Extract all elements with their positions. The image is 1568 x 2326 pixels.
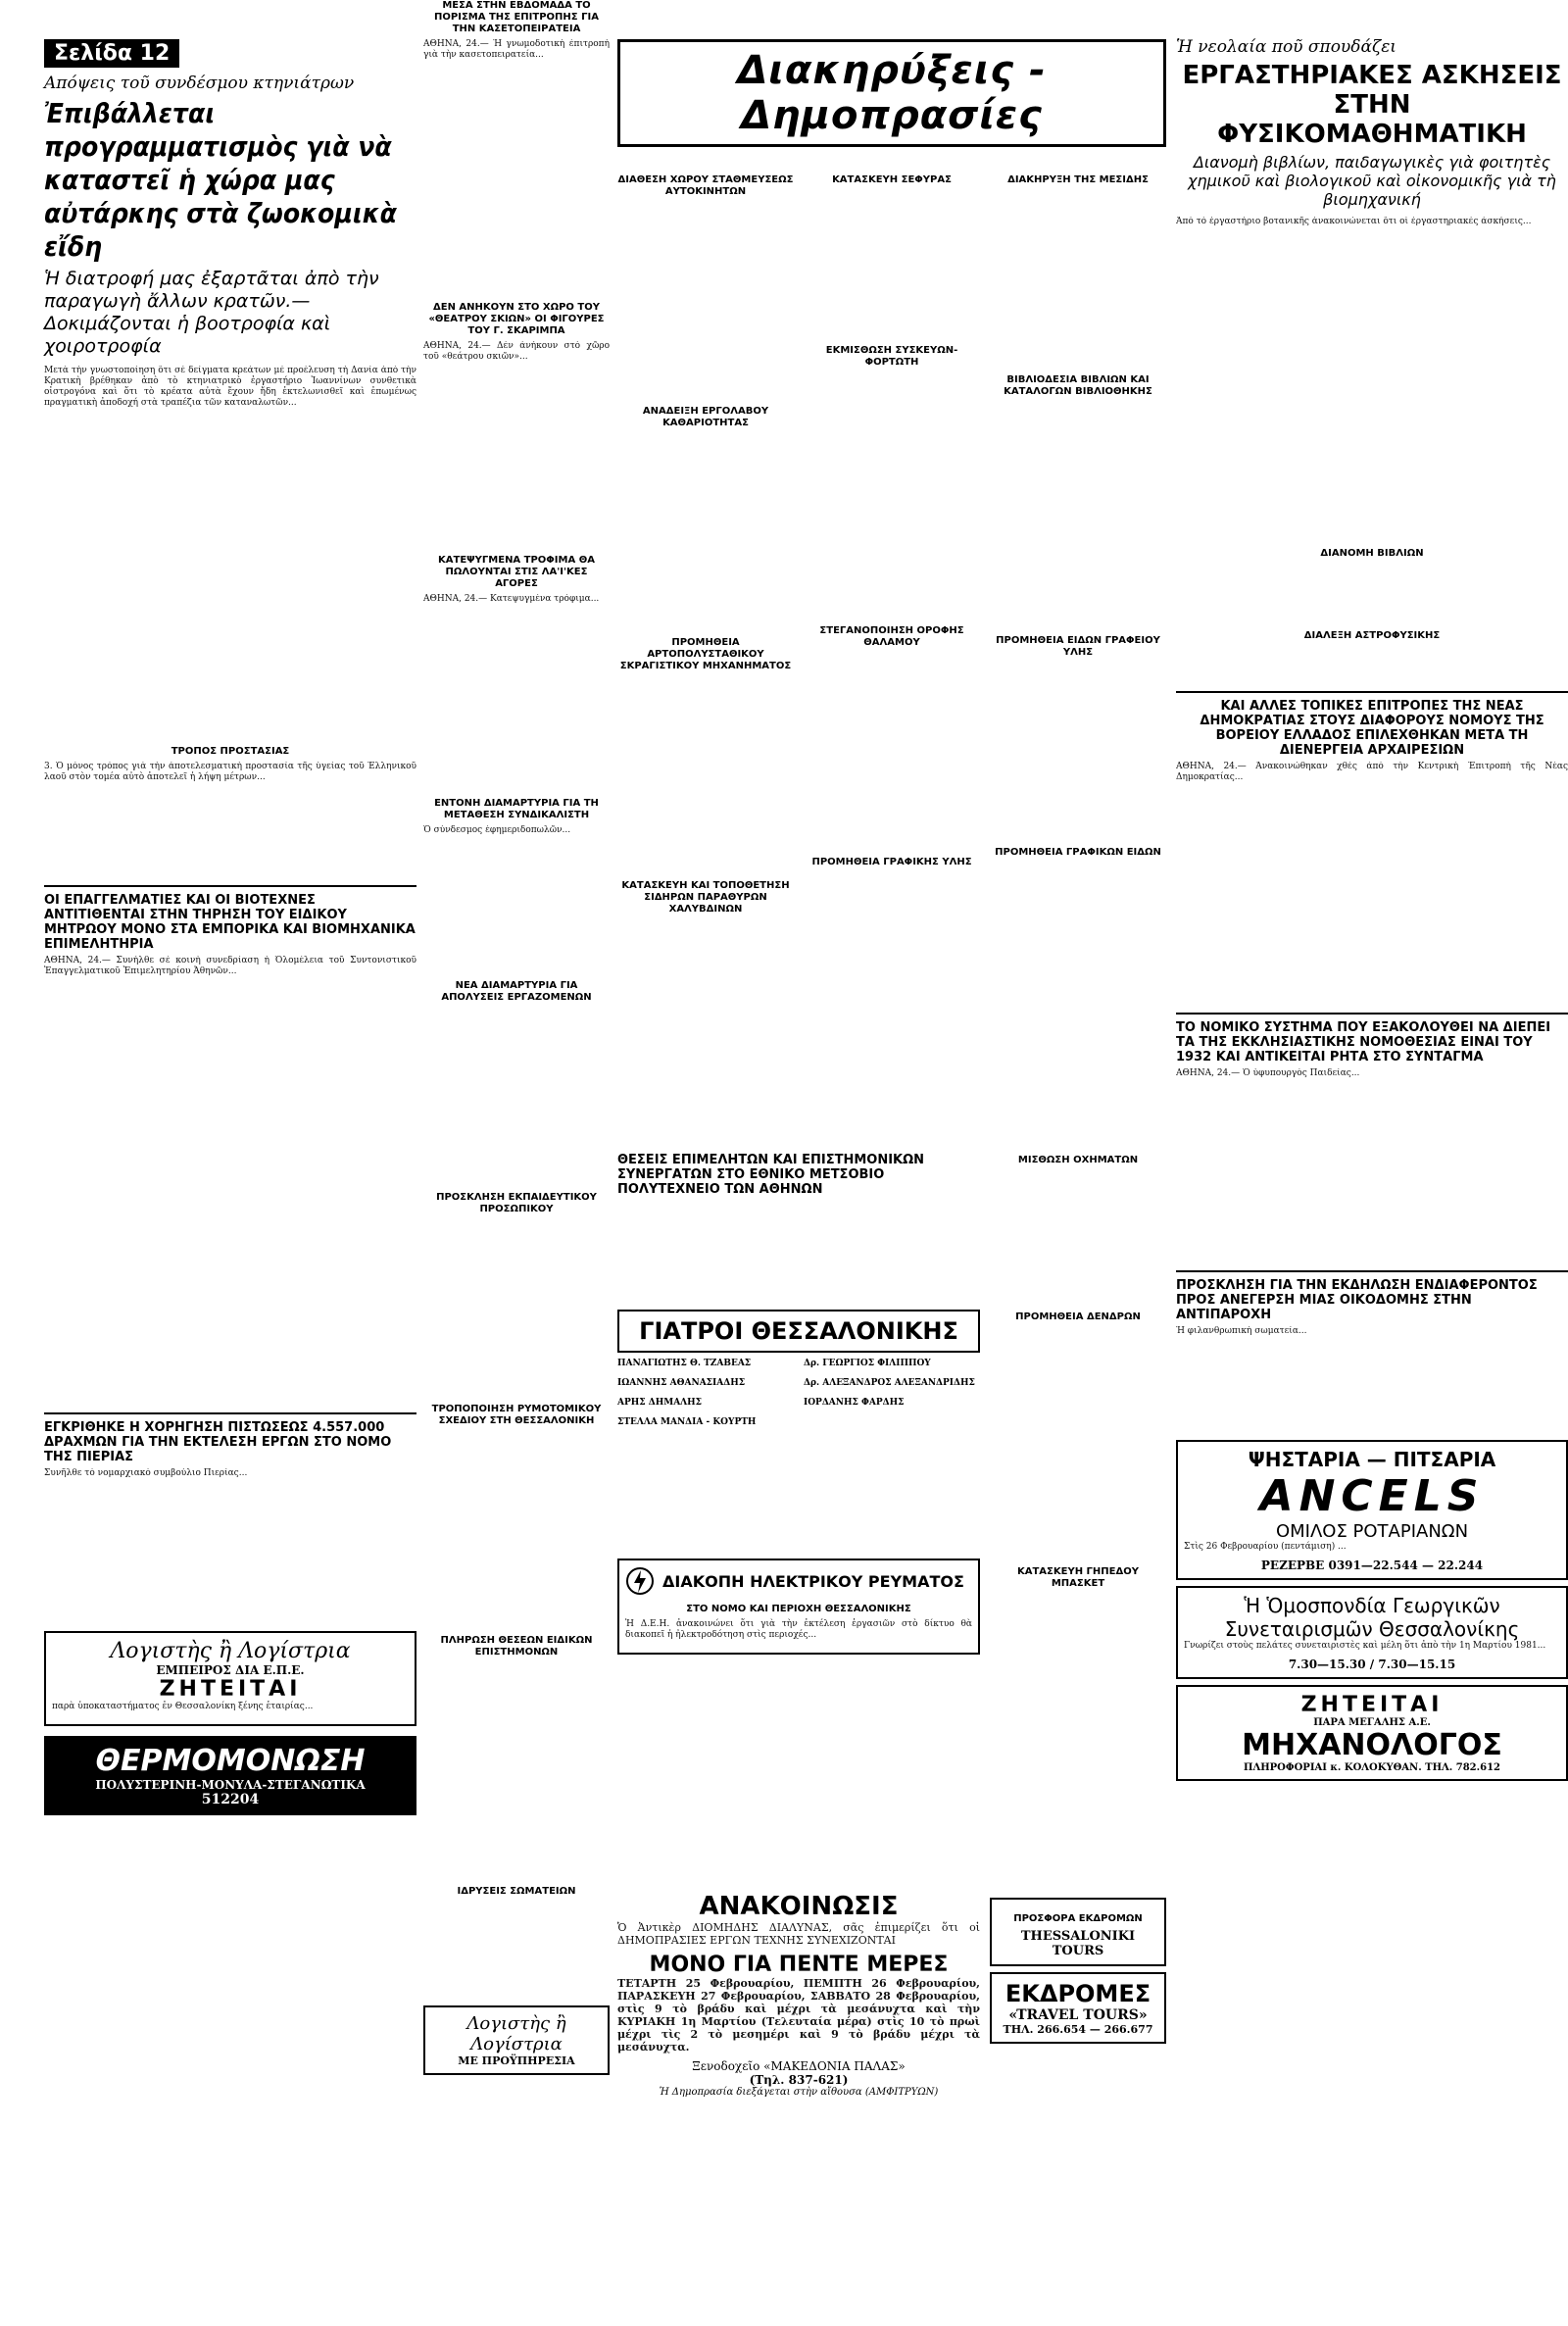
article-body: ΑΘΗΝΑ, 24.— Ἀνακοινώθηκαν χθὲς ἀπὸ τὴν Κεντρικὴ Ἐπιτροπὴ τῆς Νέας Δημοκρατίας... (1176, 762, 1568, 782)
main-headline: Ἐπιβάλλεται προγραμματισμὸς γιὰ νὰ καταστεῖ ἡ χώρα μας αὐτάρκης στὰ ζωοκομικὰ εἴδη (44, 97, 397, 263)
section-heading: ΤΡΟΠΟΣ ΠΡΟΣΤΑΣΙΑΣ (171, 746, 290, 757)
article-headline: ΕΓΚΡΙΘΗΚΕ Η ΧΟΡΗΓΗΣΗ ΠΙΣΤΩΣΕΩΣ 4.557.000 ΔΡΑΧΜΩΝ ΓΙΑ ΤΗΝ ΕΚΤΕΛΕΣΗ ΕΡΓΩΝ ΣΤΟ ΝΟΜΟ ΤΗΣ ΠΙΕΡΙΑΣ (44, 1420, 392, 1464)
article-body: 3. Ὁ μόνος τρόπος γιὰ τὴν ἀποτελεσματικὴ προστασία τῆς ὑγείας τοῦ Ἑλληνικοῦ λαοῦ στὸν τομέα αὐτὸ ἀποτελεῖ ἡ λήψη μέτρων... (44, 762, 416, 782)
notice-title: ΔΙΑΚΟΠΗ ΗΛΕΚΤΡΙΚΟΥ ΡΕΥΜΑΤΟΣ (662, 1571, 964, 1591)
article-body: ΑΘΗΝΑ, 24.— Κατεψυγμένα τρόφιμα... (423, 594, 600, 604)
ad-body: παρὰ ὑποκαταστήματος ἐν Θεσσαλονίκη ξένης ἑταιρίας... (52, 1702, 314, 1711)
doctors-banner: ΓΙΑΤΡΟΙ ΘΕΣΣΑΛΟΝΙΚΗΣ (617, 1310, 980, 1353)
ad-phone: ΤΗΛ. 266.654 — 266.677 (1003, 2023, 1153, 2036)
notice-heading: ΚΑΤΑΣΚΕΥΗ ΓΗΠΕΔΟΥ ΜΠΑΣΚΕΤ (1017, 1566, 1139, 1589)
ad-club: ΟΜΙΛΟΣ ΡΟΤΑΡΙΑΝΩΝ (1275, 1521, 1469, 1542)
ad-phone: ΡΕΖΕΡΒΕ 0391—22.544 — 22.244 (1260, 1559, 1484, 1572)
ad-title: ΕΚΔΡΟΜΕΣ (1004, 1980, 1152, 2007)
main-subhead: Ἡ διατροφή μας ἐξαρτᾶται ἀπὸ τὴν παραγωγὴ ἄλλων κρατῶν.— Δοκιμάζονται ἡ βοοτροφία καὶ χοιροτροφία (44, 268, 379, 357)
ad-title: ΜΗΧΑΝΟΛΟΓΟΣ (1242, 1728, 1502, 1762)
notice-heading: ΠΡΟΜΗΘΕΙΑ ΑΡΤΟΠΟΛΥΣΤΑΘΙΚΟΥ ΣΚΡΑΓΙΣΤΙΚΟΥ ΜΗΧΑΝΗΜΑΤΟΣ (619, 637, 792, 671)
article-body: Ἀπὸ τὸ ἐργαστήριο βοτανικῆς ἀνακοινώνεται ὅτι οἱ ἐργαστηριακὲς ἀσκήσεις... (1176, 217, 1532, 226)
notice-heading: ΑΝΑΔΕΙΞΗ ΕΡΓΟΛΑΒΟΥ ΚΑΘΑΡΙΟΤΗΤΑΣ (642, 406, 769, 428)
notice-heading: ΠΡΟΜΗΘΕΙΑ ΔΕΝΔΡΩΝ (1015, 1311, 1141, 1322)
article-headline: ΕΡΓΑΣΤΗΡΙΑΚΕΣ ΑΣΚΗΣΕΙΣ ΣΤΗΝ ΦΥΣΙΚΟΜΑΘΗΜΑΤΙΚΗ (1182, 61, 1562, 149)
announcement-tel: (Τηλ. 837-621) (749, 2073, 849, 2087)
notice-heading: ΠΡΟΜΗΘΕΙΑ ΓΡΑΦΙΚΗΣ ΥΛΗΣ (811, 857, 972, 867)
restaurant-ad (1176, 1440, 1568, 1580)
column-1 (44, 0, 416, 1821)
ad-word: ΖΗΤΕΙΤΑΙ (1300, 1693, 1444, 1717)
notice-heading: ΔΙΑΘΕΣΗ ΧΩΡΟΥ ΣΤΑΘΜΕΥΣΕΩΣ ΑΥΤΟΚΙΝΗΤΩΝ (617, 174, 794, 197)
article-body: ΑΘΗΝΑ, 24.— Ὁ ὑφυπουργὸς Παιδείας... (1176, 1068, 1360, 1078)
divider (1176, 1270, 1568, 1272)
notice-heading: ΠΡΟΜΗΘΕΙΑ ΓΡΑΦΙΚΩΝ ΕΙΔΩΝ (995, 847, 1161, 858)
announcement-hotel: Ξενοδοχεῖο «ΜΑΚΕΔΟΝΙΑ ΠΑΛΑΣ» (692, 2059, 906, 2073)
ad-word: ΖΗΤΕΙΤΑΙ (159, 1677, 302, 1702)
notice-title: Ἡ Ὁμοσπονδία Γεωργικῶν Συνεταιρισμῶν Θεσσαλονίκης (1224, 1594, 1520, 1641)
article-headline: ΤΡΟΠΟΠΟΙΗΣΗ ΡΥΜΟΤΟΜΙΚΟΥ ΣΧΕΔΙΟΥ ΣΤΗ ΘΕΣΣΑΛΟΝΙΚΗ (431, 1404, 602, 1426)
article-body: Συνῆλθε τὸ νομαρχιακὸ συμβούλιο Πιερίας... (44, 1468, 248, 1478)
article-kicker: Ἡ νεολαία ποῦ σπουδάζει (1176, 37, 1396, 57)
classified-ad (423, 2005, 610, 2075)
notice-heading: ΔΙΑΚΗΡΥΞΗ ΤΗΣ ΜΕΣΙΔΗΣ (1007, 174, 1149, 185)
ad-brand: THESSALONIKI TOURS (1020, 1929, 1136, 1958)
union-notice (1176, 1586, 1568, 1679)
section-heading: ΔΙΑΝΟΜΗ ΒΙΒΛΙΩΝ (1320, 548, 1424, 559)
article-headline: ΤΟ ΝΟΜΙΚΟ ΣΥΣΤΗΜΑ ΠΟΥ ΕΞΑΚΟΛΟΥΘΕΙ ΝΑ ΔΙΕΠΕΙ ΤΑ ΤΗΣ ΕΚΚΛΗΣΙΑΣΤΙΚΗΣ ΝΟΜΟΘΕΣΙΑΣ ΕΙΝΑΙ ΤΟΥ 1932 ΚΑΙ ΑΝΤΙΚΕΙΤΑΙ ΡΗΤΑ ΣΤΟ ΣΥΝΤΑΓΜΑ (1176, 1020, 1551, 1064)
advertisement (44, 1736, 416, 1815)
travel-ad (990, 1972, 1166, 2044)
article-headline: ΠΡΟΣΚΛΗΣΗ ΕΚΠΑΙΔΕΥΤΙΚΟΥ ΠΡΟΣΩΠΙΚΟΥ (436, 1192, 597, 1214)
divider (44, 1412, 416, 1414)
article-body: ΑΘΗΝΑ, 24.— Συνήλθε σὲ κοινὴ συνεδρίαση ἡ Ὁλομέλεια τοῦ Συντονιστικοῦ Ἐπαγγελματικοῦ Ἐπιμελητηρίου Ἀθηνῶν... (44, 956, 416, 976)
notice-heading: ΜΙΣΘΩΣΗ ΟΧΗΜΑΤΩΝ (1017, 1155, 1139, 1165)
article-headline: ΙΔΡΥΣΕΙΣ ΣΩΜΑΤΕΙΩΝ (457, 1886, 576, 1897)
article-headline: ΚΑΤΕΨΥΓΜΕΝΑ ΤΡΟΦΙΜΑ ΘΑ ΠΩΛΟΥΝΤΑΙ ΣΤΙΣ ΛΑ'Ι'ΚΕΣ ΑΓΟΡΕΣ (438, 555, 595, 589)
ad-body: Στὶς 26 Φεβρουαρίου (πεντάμιση) ... (1184, 1542, 1347, 1552)
article-body: ΑΘΗΝΑ, 24.— Ἡ γνωμοδοτικὴ ἐπιτροπὴ γιὰ τὴν κασετοπειρατεία... (423, 39, 610, 60)
notice-heading: ΚΑΤΑΣΚΕΥΗ ΣΕΦΥΡΑΣ (832, 174, 952, 185)
ad-title: ΘΕΡΜΟΜΟΝΩΣΗ (95, 1744, 366, 1778)
article-headline: ΠΛΗΡΩΣΗ ΘΕΣΕΩΝ ΕΙΔΙΚΩΝ ΕΠΙΣΤΗΜΟΝΩΝ (440, 1635, 593, 1658)
divider (1176, 691, 1568, 693)
article-headline: ΟΙ ΕΠΑΓΓΕΛΜΑΤΙΕΣ ΚΑΙ ΟΙ ΒΙΟΤΕΧΝΕΣ ΑΝΤΙΤΙΘΕΝΤΑΙ ΣΤΗΝ ΤΗΡΗΣΗ ΤΟΥ ΕΙΔΙΚΟΥ ΜΗΤΡΩΟΥ ΜΟΝΟ ΣΤΑ ΕΜΠΟΡΙΚΑ ΚΑΙ ΒΙΟΜΗΧΑΝΙΚΑ ΕΠΙΜΕΛΗΤΗΡΙΑ (44, 893, 416, 952)
ad-subtitle: ΕΜΠΕΙΡΟΣ ΔΙΑ Ε.Π.Ε. (156, 1663, 305, 1677)
doctor-name: ΑΡΗΣ ΔΗΜΑΛΗΣ (617, 1398, 703, 1408)
travel-ad (990, 1898, 1166, 1966)
article-headline: ΕΝΤΟΝΗ ΔΙΑΜΑΡΤΥΡΙΑ ΓΙΑ ΤΗ ΜΕΤΑΘΕΣΗ ΣΥΝΔΙΚΑΛΙΣΤΗ (434, 798, 599, 820)
ad-subtitle: ΜΕ ΠΡΟΫΠΗΡΕΣΙΑ (458, 2054, 575, 2067)
notice-body: Γνωρίζει στοὺς πελάτες συνεταιριστὲς καὶ μέλη ὅτι ἀπὸ τὴν 1η Μαρτίου 1981... (1184, 1641, 1546, 1651)
notice-heading: ΕΚΜΙΣΘΩΣΗ ΣΥΣΚΕΥΩΝ-ΦΟΡΤΩΤΗ (825, 345, 958, 368)
ad-phone: 512204 (201, 1792, 260, 1807)
ad-brand: «TRAVEL TOURS» (1008, 2007, 1148, 2023)
job-ad (1176, 1685, 1568, 1781)
announcement (617, 1892, 980, 2098)
column-3 (617, 0, 1166, 2215)
notice-heading: ΒΙΒΛΙΟΔΕΣΙΑ ΒΙΒΛΙΩΝ ΚΑΙ ΚΑΤΑΛΟΓΩΝ ΒΙΒΛΙΟΘΗΚΗΣ (1004, 374, 1152, 397)
ad-title: ΠΡΟΣΦΟΡΑ ΕΚΔΡΟΜΩΝ (1013, 1913, 1143, 1924)
page-label: Σελίδα 12 (44, 39, 179, 68)
ad-title: Λογιστὴς ἢ Λογίστρια (466, 2013, 566, 2054)
notice-hours: 7.30—15.30 / 7.30—15.15 (1288, 1658, 1456, 1671)
notice-heading: ΚΑΤΑΣΚΕΥΗ ΚΑΙ ΤΟΠΟΘΕΤΗΣΗ ΣΙΔΗΡΩΝ ΠΑΡΑΘΥΡΩΝ ΧΑΛΥΒΔΙΝΩΝ (621, 880, 790, 915)
article-subhead: Διανομὴ βιβλίων, παιδαγωγικὲς γιὰ φοιτητὲς χημικοῦ καὶ βιολογικοῦ καὶ οἰκονομικῆς γιὰ τὴ βιομηχανική (1188, 153, 1556, 209)
article-headline: ΝΕΑ ΔΙΑΜΑΡΤΥΡΙΑ ΓΙΑ ΑΠΟΛΥΣΕΙΣ ΕΡΓΑΖΟΜΕΝΩΝ (441, 980, 592, 1003)
notice-heading: ΣΤΕΓΑΝΟΠΟΙΗΣΗ ΟΡΟΦΗΣ ΘΑΛΑΜΟΥ (819, 625, 964, 648)
article-kicker: Απόψεις τοῦ συνδέσμου κτηνιάτρων (44, 74, 355, 93)
article-headline: ΘΕΣΕΙΣ ΕΠΙΜΕΛΗΤΩΝ ΚΑΙ ΕΠΙΣΤΗΜΟΝΙΚΩΝ ΣΥΝΕΡΓΑΤΩΝ ΣΤΟ ΕΘΝΙΚΟ ΜΕΤΣΟΒΙΟ ΠΟΛΥΤΕΧΝΕΙΟ ΤΩΝ ΑΘΗΝΩΝ (617, 1153, 925, 1197)
article-headline: ΚΑΙ ΑΛΛΕΣ ΤΟΠΙΚΕΣ ΕΠΙΤΡΟΠΕΣ ΤΗΣ ΝΕΑΣ ΔΗΜΟΚΡΑΤΙΑΣ ΣΤΟΥΣ ΔΙΑΦΟΡΟΥΣ ΝΟΜΟΥΣ ΤΗΣ ΒΟΡΕΙΟΥ ΕΛΛΑΔΟΣ ΕΠΙΛΕΧΘΗΚΑΝ ΜΕΤΑ ΤΗ ΔΙΕΝΕΡΓΕΙΑ ΑΡΧΑΙΡΕΣΙΩΝ (1200, 699, 1544, 758)
ad-subtitle: ΠΑΡΑ ΜΕΓΑΛΗΣ Α.Ε. (1313, 1717, 1431, 1728)
column-4 (1176, 0, 1568, 1787)
doctor-name: ΙΟΡΔΑΝΗΣ ΦΑΡΔΗΣ (804, 1398, 905, 1408)
doctor-name: ΣΤΕΛΛΑ ΜΑΝΔΙΑ - ΚΟΥΡΤΗ (617, 1417, 757, 1427)
ad-brand: ANCELS (1259, 1471, 1485, 1521)
article-body: Ἡ φιλανθρωπικὴ σωματεία... (1176, 1326, 1307, 1336)
article-body: Ὁ σύνδεσμος ἐφημεριδοπωλῶν... (423, 825, 571, 835)
doctor-name: ΙΩΑΝΝΗΣ ΑΘΑΝΑΣΙΑΔΗΣ (617, 1378, 746, 1388)
ad-title: Λογιστὴς ἢ Λογίστρια (110, 1639, 351, 1663)
article-body: Μετὰ τὴν γνωστοποίηση ὅτι σὲ δείγματα κρεάτων μὲ προέλευση τὴ Δανία ἀπὸ τὴν Κρατικὴ βρέθηκαν ἀπὸ τὸ κτηνιατρικὸ ἐργαστήριο Ἰωαννίνων συνθετικὰ οἰστρογόνα καὶ ὅτι τὸ κρέατα αὐτὰ ἔχουν ἤδη ἐκτελωνισθεῖ καὶ ἐπωμένως πραγματικὴ ἀποδοχή στὰ τραπέζια τῶν καταναλωτῶν... (44, 366, 416, 408)
classified-ad (44, 1631, 416, 1726)
announcement-big: ΜΟΝΟ ΓΙΑ ΠΕΝΤΕ ΜΕΡΕΣ (649, 1953, 949, 1977)
announcement-dates: ΤΕΤΑΡΤΗ 25 Φεβρουαρίου, ΠΕΜΠΤΗ 26 Φεβρουαρίου, ΠΑΡΑΣΚΕΥΗ 27 Φεβρουαρίου, ΣΑΒΒΑΤΟ 28 Φεβρουαρίου, στὶς 9 τὸ βράδυ καὶ μέχρι τὰ μεσάνυχτα καὶ τὴν ΚΥΡΙΑΚΗ 1η Μαρτίου (Τελευταία μέρα) στὶς 10 τὸ πρωὶ μέχρι τὶς 2 τὸ μεσημέρι καὶ 9 τὸ βράδυ μέχρι τὰ μεσάνυχτα. (617, 1977, 980, 2054)
column-2 (423, 0, 610, 2081)
announcement-body: Ὁ Ἀντικὲρ ΔΙΟΜΗΔΗΣ ΔΙΑΛΥΝΑΣ, σᾶς ἐπιμερίζει ὅτι οἱ ΔΗΜΟΠΡΑΣΙΕΣ ΕΡΓΩΝ ΤΕΧΝΗΣ ΣΥΝΕΧΙΖΟΝΤΑΙ (617, 1921, 980, 1947)
divider (44, 885, 416, 887)
doctor-name: Δρ. ΓΕΩΡΓΙΟΣ ΦΙΛΙΠΠΟΥ (804, 1359, 931, 1368)
announcement-foot: Ἡ Δημοπρασία διεξάγεται στὴν αἴθουσα (ΑΜΦΙΤΡΥΩΝ) (659, 2087, 939, 2098)
notice-body: Ἡ Δ.Ε.Η. ἀνακοινώνει ὅτι γιὰ τὴν ἐκτέλεση ἐργασιῶν στὸ δίκτυο θὰ διακοπεῖ ἡ ἠλεκτροδότηση στὶς περιοχές... (625, 1619, 972, 1640)
doctor-name: ΠΑΝΑΓΙΩΤΗΣ Θ. ΤΖΑΒΕΑΣ (617, 1359, 752, 1368)
article-headline: ΠΡΟΣΚΛΗΣΗ ΓΙΑ ΤΗΝ ΕΚΔΗΛΩΣΗ ΕΝΔΙΑΦΕΡΟΝΤΟΣ ΠΡΟΣ ΑΝΕΓΕΡΣΗ ΜΙΑΣ ΟΙΚΟΔΟΜΗΣ ΣΤΗΝ ΑΝΤΙΠΑΡΟΧΗ (1176, 1278, 1538, 1322)
announcement-title: ΑΝΑΚΟΙΝΩΣΙΣ (699, 1892, 899, 1921)
article-body: ΑΘΗΝΑ, 24.— Δὲν ἀνήκουν στὸ χῶρο τοῦ «θεάτρου σκιῶν»... (423, 341, 610, 362)
doctor-name: Δρ. ΑΛΕΞΑΝΔΡΟΣ ΑΛΕΞΑΝΔΡΙΔΗΣ (804, 1378, 975, 1388)
ad-subtitle: ΠΟΛΥΣΤΕΡΙΝΗ-ΜΟΝΥΛΑ-ΣΤΕΓΑΝΩΤΙΚΑ (95, 1778, 366, 1792)
lightning-icon (625, 1566, 655, 1596)
notice-subtitle: ΣΤΟ ΝΟΜΟ ΚΑΙ ΠΕΡΙΟΧΗ ΘΕΣΣΑΛΟΝΙΚΗΣ (686, 1604, 911, 1614)
article-headline: ΜΕΣΑ ΣΤΗΝ ΕΒΔΟΜΑΔΑ ΤΟ ΠΟΡΙΣΜΑ ΤΗΣ ΕΠΙΤΡΟΠΗΣ ΓΙΑ ΤΗΝ ΚΑΣΕΤΟΠΕΙΡΑΤΕΙΑ (434, 0, 599, 34)
ad-subtitle: ΨΗΣΤΑΡΙΑ — ΠΙΤΣΑΡΙΑ (1248, 1448, 1496, 1471)
ad-phone: ΠΛΗΡΟΦΟΡΙΑΙ κ. ΚΟΛΟΚΥΘΑΝ. ΤΗΛ. 782.612 (1244, 1762, 1500, 1773)
section-banner: Διακηρύξεις - Δημοπρασίες (617, 39, 1166, 147)
article-headline: ΔΕΝ ΑΝΗΚΟΥΝ ΣΤΟ ΧΩΡΟ ΤΟΥ «ΘΕΑΤΡΟΥ ΣΚΙΩΝ» ΟΙ ΦΙΓΟΥΡΕΣ ΤΟΥ Γ. ΣΚΑΡΙΜΠΑ (428, 302, 605, 336)
divider (1176, 1013, 1568, 1015)
power-outage-notice (617, 1559, 980, 1655)
notice-heading: ΠΡΟΜΗΘΕΙΑ ΕΙΔΩΝ ΓΡΑΦΕΙΟΥ ΥΛΗΣ (996, 635, 1160, 658)
section-heading: ΔΙΑΛΕΞΗ ΑΣΤΡΟΦΥΣΙΚΗΣ (1303, 630, 1441, 641)
